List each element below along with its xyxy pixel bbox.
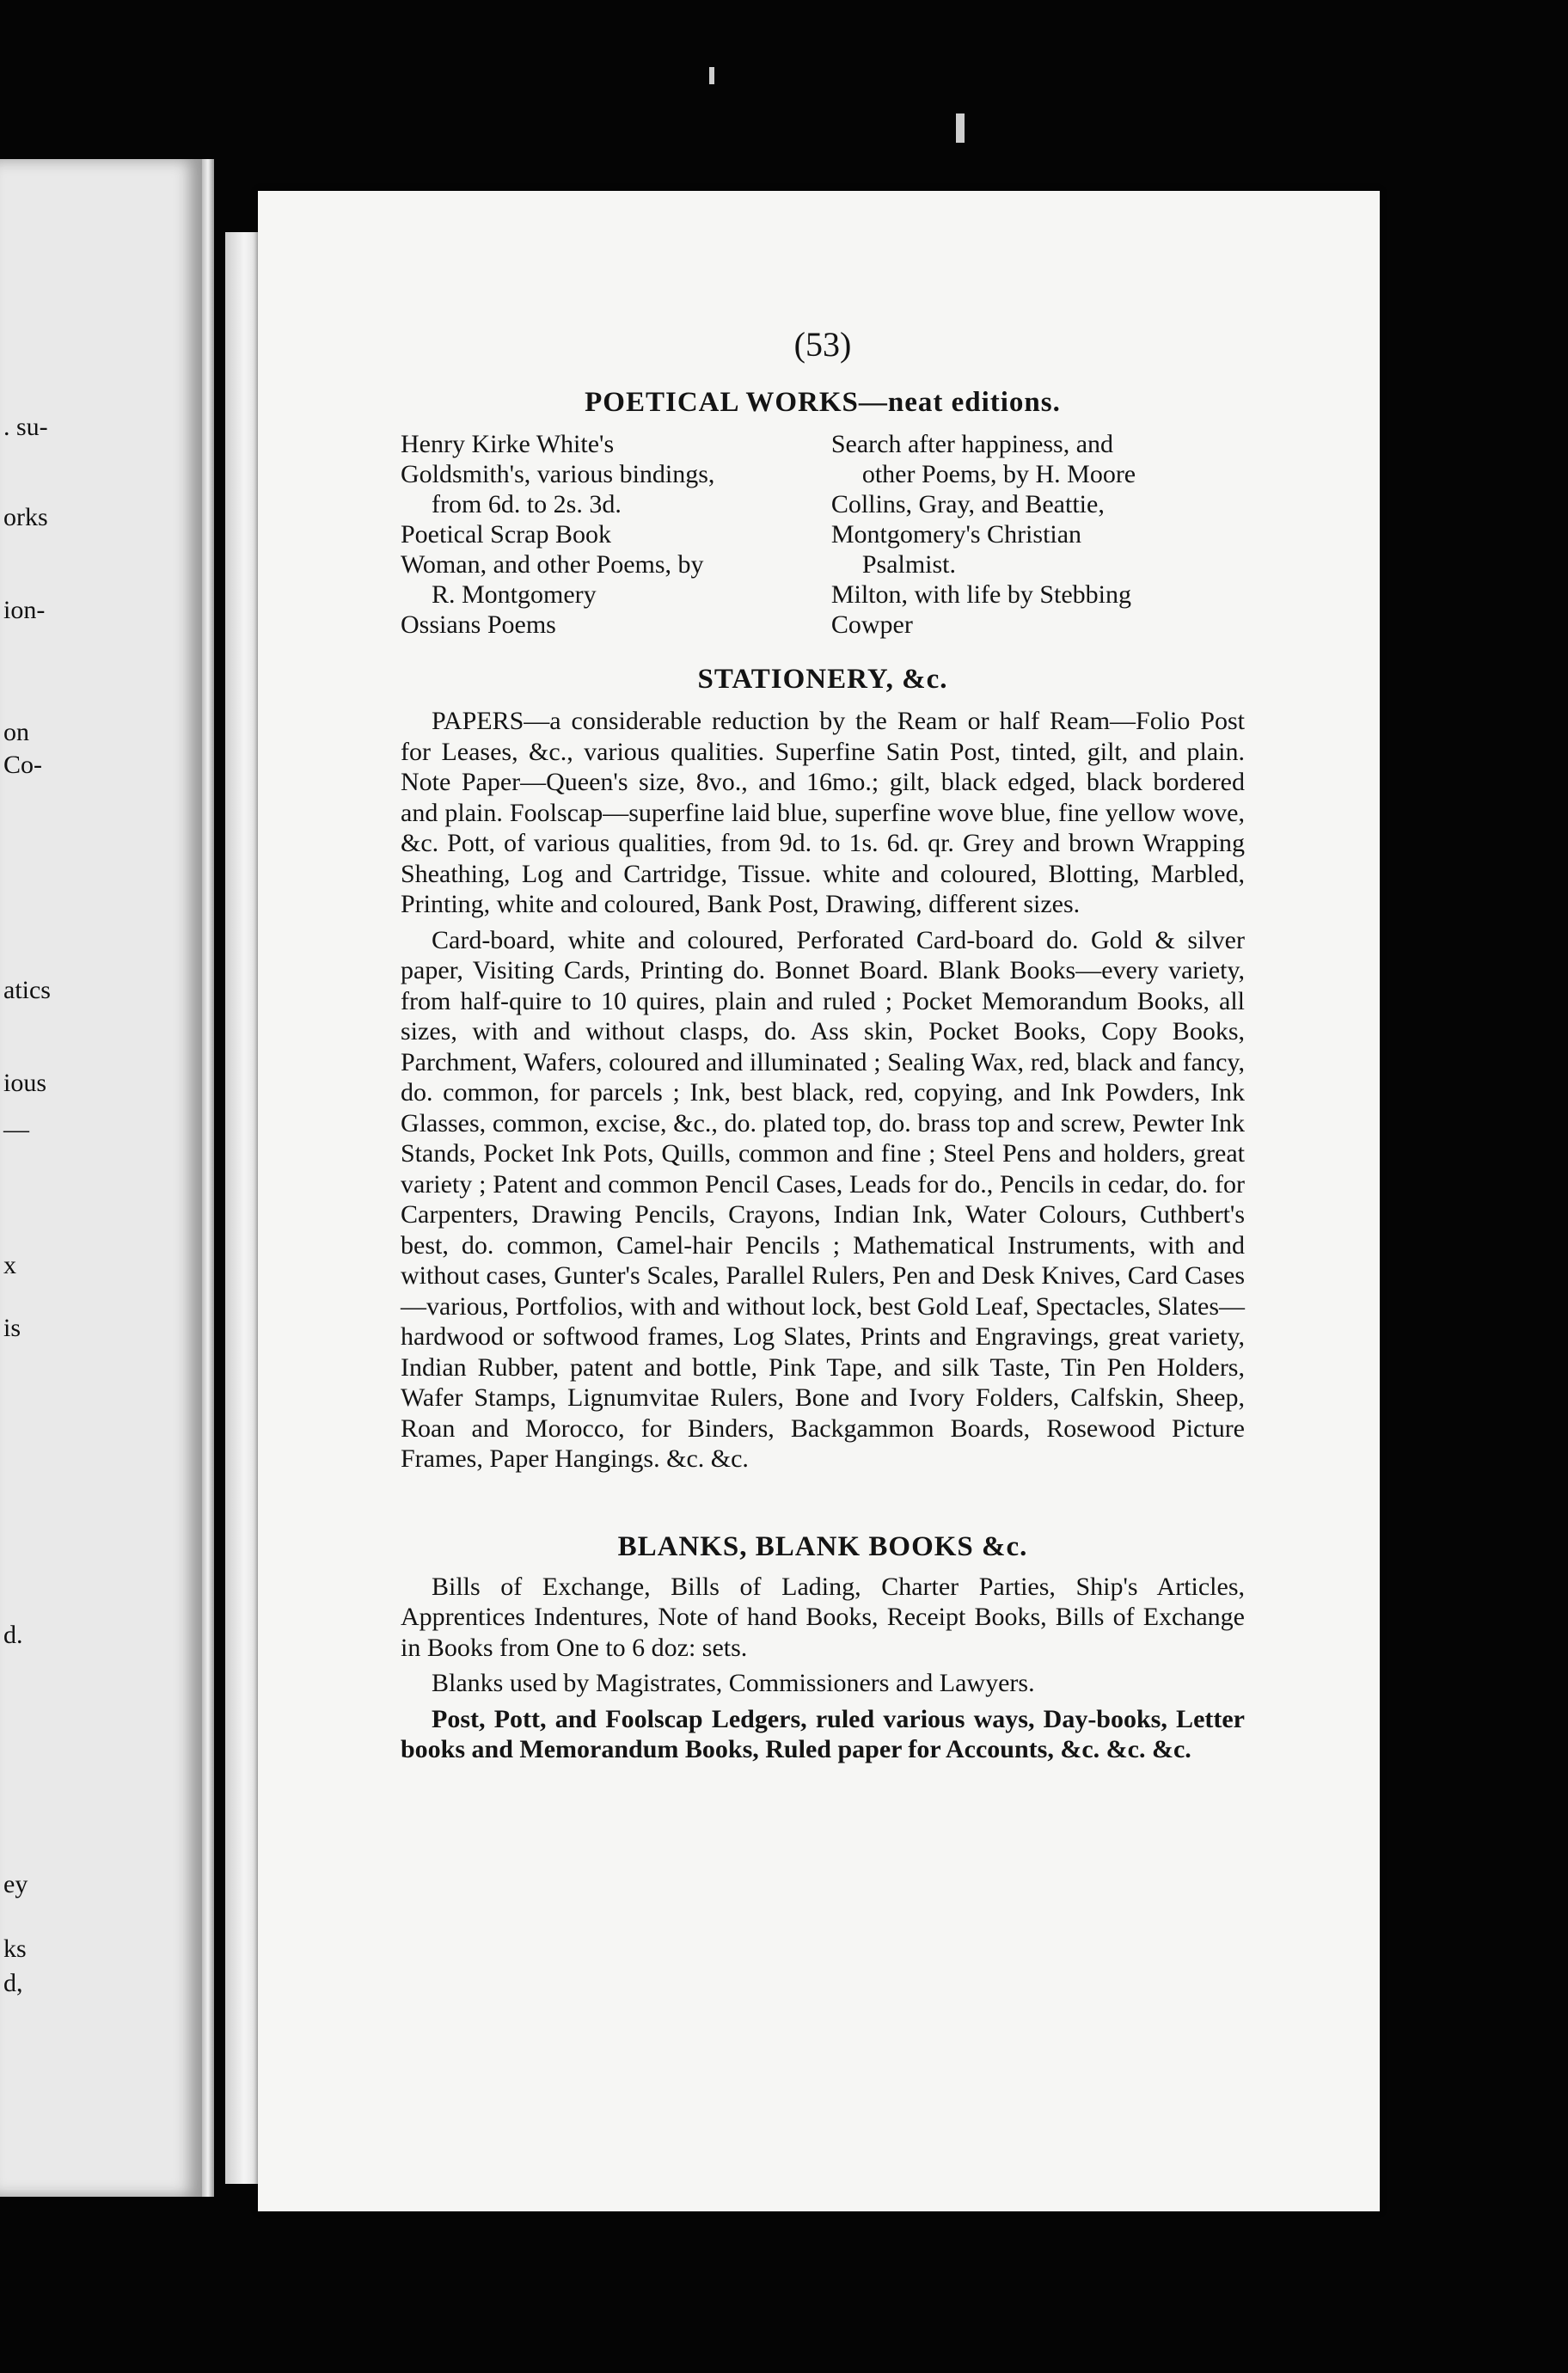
poetical-work-item: Cowper [830,610,913,639]
poetical-work-item: from 6d. to 2s. 3d. [432,490,622,518]
previous-page-edge [202,159,214,2197]
poetical-works-right-column [831,429,1245,640]
fragment-text: is [3,1314,21,1342]
poetical-works-heading: POETICAL WORKS—neat editions. [585,387,1061,418]
fragment-text: d, [3,1969,23,1997]
poetical-work-item: Ossians Poems [401,610,556,639]
stationery-paragraph: Card-board, white and coloured, Perforated Card-board do. Gold & silver paper, Visiting Cards, Printing do. Bonnet Board. Blank Books—every variety, from half-quire to 10 quires, plain and ruled ; Pocket Memorandum Books, all sizes, with and without clasps, do. Ass skin, Pocket Books, Copy Books, Parchment, Wafers, coloured and illuminated ; Sealing Wax, red, black and fancy, do. common, for parcels ; Ink, best black, red, copying, and Ink Powders, Ink Glasses, common, excise, &c., do. plated top, do. brass top and screw, Pewter Ink Stands, Pocket Ink Pots, Quills, common and fine ; Steel Pens and holders, great variety ; Patent and common Pencil Cases, Leads for do., Pencils in cedar, do. for Carpenters, Drawing Pencils, Crayons, Indian Ink, Water Colours, Cuthbert's best, do. common, Camel-hair Pencils ; Mathematical Instruments, with and without cases, Gunter's Scales, Parallel Rulers, Pen and Desk Knives, Card Cases—various, Portfolios, with and without lock, best Gold Leaf, Spectacles, Slates—hardwood or softwood frames, Log Slates, Prints and Engravings, great variety, Indian Rubber, patent and bottle, Pink Tape, and silk Taste, Tin Pen Holders, Wafer Stamps, Lignumvitae Rulers, Bone and Ivory Folders, Calfskin, Sheep, Roan and Morocco, for Binders, Backgammon Boards, Rosewood Picture Frames, Paper Hangings. &c. &c. [401,925,1245,1473]
stationery-heading: STATIONERY, &c. [697,664,948,695]
poetical-work-item: other Poems, by H. Moore [861,460,1136,488]
poetical-work-item: Collins, Gray, and Beattie, [830,490,1105,518]
fragment-text: d. [3,1621,23,1649]
fragment-text: . su- [3,413,48,441]
fragment-text: orks [3,503,48,531]
poetical-work-item: Milton, with life by Stebbing [830,580,1131,609]
previous-page-text [0,159,202,2197]
fragment-text: — [3,1115,29,1144]
dust-mark [956,113,965,143]
poetical-work-item: Poetical Scrap Book [401,520,611,549]
poetical-work-item: Goldsmith's, various bindings, [401,460,715,488]
poetical-work-item: Psalmist. [861,550,957,579]
book-page [258,191,1380,2211]
dust-mark [709,67,714,84]
fragment-text: ey [3,1870,28,1898]
poetical-work-item: Search after happiness, and [830,430,1114,458]
fragment-text: ion- [3,596,46,624]
blanks-paragraph: Post, Pott, and Foolscap Ledgers, ruled various ways, Day-books, Letter books and Memorandum Books, Ruled paper for Accounts, &c. &c. &c. [401,1704,1245,1763]
fragment-text: ious [3,1069,47,1097]
stationery-paragraph: PAPERS—a considerable reduction by the Ream or half Ream—Folio Post for Leases, &c., various qualities. Superfine Satin Post, tinted, gilt, and plain. Note Paper—Queen's size, 8vo., and 16mo.; gilt, black edged, black bordered and plain. Foolscap—superfine laid blue, superfine wove blue, fine yellow wove, &c. Pott, of various qualities, from 9d. to 1s. 6d. qr. Grey and brown Wrapping Sheathing, Log and Cartridge, Tissue. white and coloured, Blotting, Marbled, Printing, white and coloured, Bank Post, Drawing, different sizes. [401,707,1245,918]
poetical-work-item: Henry Kirke White's [401,430,615,458]
poetical-work-item: Woman, and other Poems, by [401,550,704,579]
poetical-works-list [401,429,1245,640]
page-number: (53) [793,325,852,364]
poetical-work-item: R. Montgomery [432,580,597,609]
blanks-paragraph: Blanks used by Magistrates, Commissioners and Lawyers. [432,1669,1035,1697]
previous-page [0,159,202,2197]
fragment-text: x [3,1251,16,1279]
poetical-work-item: Montgomery's Christian [830,520,1082,549]
fragment-text: on [3,718,29,746]
fragment-text: ks [3,1935,27,1963]
blanks-paragraph: Bills of Exchange, Bills of Lading, Charter Parties, Ship's Articles, Apprentices Indentures, Note of hand Books, Receipt Books, Bills of Exchange in Books from One to 6 doz: sets. [401,1572,1245,1662]
page-content [401,324,1245,1770]
poetical-works-left-column [401,429,814,640]
fragment-text: atics [3,976,51,1004]
blanks-heading: BLANKS, BLANK BOOKS &c. [617,1530,1028,1562]
fragment-text: Co- [3,751,42,779]
